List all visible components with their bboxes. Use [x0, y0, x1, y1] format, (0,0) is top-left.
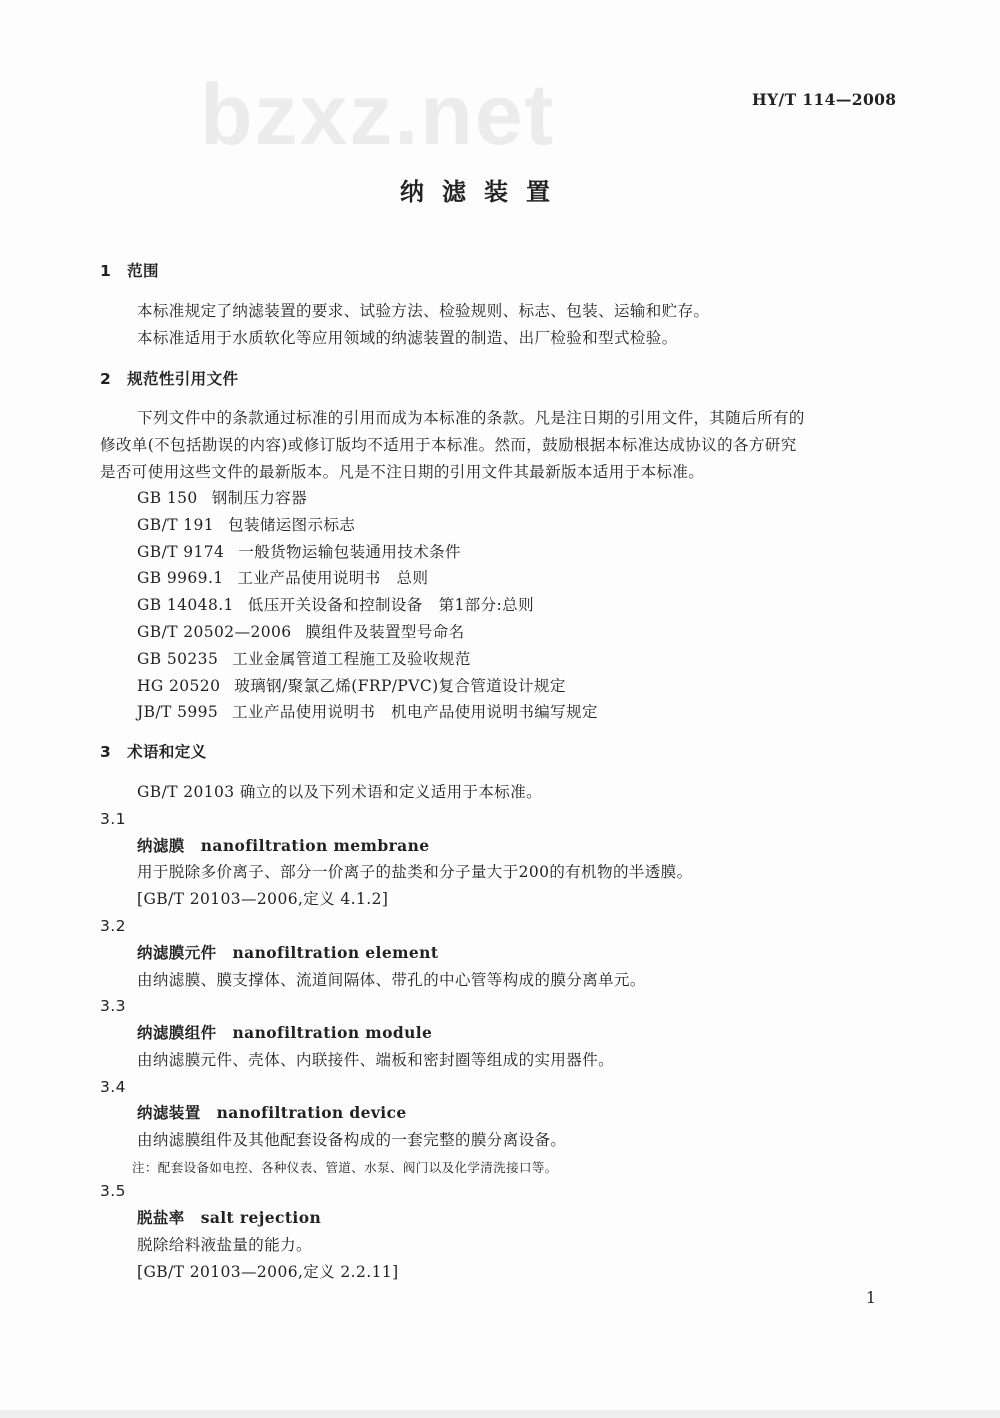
section-heading: 3 术语和定义 — [100, 743, 207, 761]
reference-code: GB/T 20502—2006 — [137, 623, 292, 641]
page-bottom-edge — [0, 1410, 1000, 1418]
term-en: salt rejection — [200, 1208, 322, 1227]
term-en: nanofiltration element — [232, 943, 439, 962]
term-definition: 由纳滤膜元件、壳体、内联接件、端板和密封圈等组成的实用器件。 — [137, 1051, 615, 1069]
reference-title: 工业产品使用说明书 机电产品使用说明书编写规定 — [232, 703, 598, 722]
reference-code: GB 9969.1 — [137, 569, 224, 588]
reference-item — [137, 568, 428, 588]
reference-item — [137, 595, 534, 615]
section-heading: 1 范围 — [100, 262, 159, 280]
standard-code: HY/T 114—2008 — [752, 90, 897, 109]
term-definition: 由纳滤膜组件及其他配套设备构成的一套完整的膜分离设备。 — [137, 1131, 567, 1149]
term-title — [137, 943, 438, 963]
reference-title: 玻璃钢/聚氯乙烯(FRP/PVC)复合管道设计规定 — [234, 676, 566, 695]
term-definition: 脱除给料液盐量的能力。 — [137, 1236, 312, 1254]
paragraph: 本标准规定了纳滤装置的要求、试验方法、检验规则、标志、包装、运输和贮存。 — [137, 302, 710, 320]
term-zh: 纳滤膜元件 — [137, 944, 217, 962]
term-definition: 由纳滤膜、膜支撑体、流道间隔体、带孔的中心管等构成的膜分离单元。 — [137, 971, 646, 989]
term-source: [GB/T 20103—2006,定义 2.2.11] — [137, 1263, 399, 1281]
term-title — [137, 1208, 321, 1228]
paragraph: GB/T 20103 确立的以及下列术语和定义适用于本标准。 — [137, 783, 542, 801]
reference-code: GB/T 9174 — [137, 542, 225, 561]
term-definition: 用于脱除多价离子、部分一价离子的盐类和分子量大于200的有机物的半透膜。 — [137, 863, 693, 881]
reference-item — [137, 515, 355, 535]
term-en: nanofiltration module — [232, 1023, 433, 1042]
reference-item — [137, 676, 566, 696]
reference-title: 膜组件及装置型号命名 — [305, 623, 465, 641]
term-number: 3.2 — [100, 917, 126, 935]
reference-item — [137, 488, 307, 508]
reference-title: 工业金属管道工程施工及验收规范 — [232, 649, 471, 668]
term-zh: 纳滤装置 — [137, 1104, 201, 1122]
reference-title: 工业产品使用说明书 总则 — [237, 569, 429, 588]
reference-code: GB 14048.1 — [137, 596, 234, 615]
term-note: 注：配套设备如电控、各种仪表、管道、水泵、阀门以及化学清洗接口等。 — [132, 1160, 558, 1175]
paragraph: 修改单(不包括勘误的内容)或修订版均不适用于本标准。然而，鼓励根据本标准达成协议的各方研究 — [100, 436, 797, 454]
paragraph: 下列文件中的条款通过标准的引用而成为本标准的条款。凡是注日期的引用文件，其随后所有的 — [137, 409, 805, 427]
reference-title: 包装储运图示标志 — [228, 515, 356, 534]
page-number: 1 — [866, 1289, 877, 1307]
page-title: 纳滤装置 — [400, 178, 568, 206]
term-zh: 纳滤膜 — [137, 837, 185, 855]
reference-item — [137, 622, 465, 642]
watermark: bzxz.net — [200, 67, 556, 163]
reference-item — [137, 649, 471, 669]
term-en: nanofiltration device — [216, 1103, 407, 1122]
term-number: 3.4 — [100, 1078, 126, 1096]
paragraph: 是否可使用这些文件的最新版本。凡是不注日期的引用文件其最新版本适用于本标准。 — [100, 463, 705, 481]
term-title — [137, 1103, 407, 1123]
paragraph: 本标准适用于水质软化等应用领域的纳滤装置的制造、出厂检验和型式检验。 — [137, 329, 678, 347]
term-title — [137, 836, 430, 856]
reference-code: HG 20520 — [137, 676, 221, 695]
term-number: 3.5 — [100, 1182, 126, 1200]
reference-code: GB 150 — [137, 489, 198, 507]
reference-code: JB/T 5995 — [137, 703, 219, 722]
term-zh: 纳滤膜组件 — [137, 1024, 217, 1042]
term-number: 3.1 — [100, 810, 126, 828]
section-heading: 2 规范性引用文件 — [100, 370, 239, 388]
term-number: 3.3 — [100, 997, 126, 1015]
reference-code: GB/T 191 — [137, 515, 215, 534]
term-title — [137, 1023, 432, 1043]
reference-item — [137, 542, 461, 562]
term-en: nanofiltration membrane — [200, 836, 430, 855]
reference-title: 一般货物运输包装通用技术条件 — [238, 542, 461, 561]
reference-title: 低压开关设备和控制设备 第1部分:总则 — [247, 596, 534, 615]
reference-code: GB 50235 — [137, 649, 219, 668]
term-source: [GB/T 20103—2006,定义 4.1.2] — [137, 890, 389, 908]
term-zh: 脱盐率 — [137, 1209, 185, 1227]
reference-item — [137, 702, 598, 722]
reference-title: 钢制压力容器 — [211, 489, 308, 507]
